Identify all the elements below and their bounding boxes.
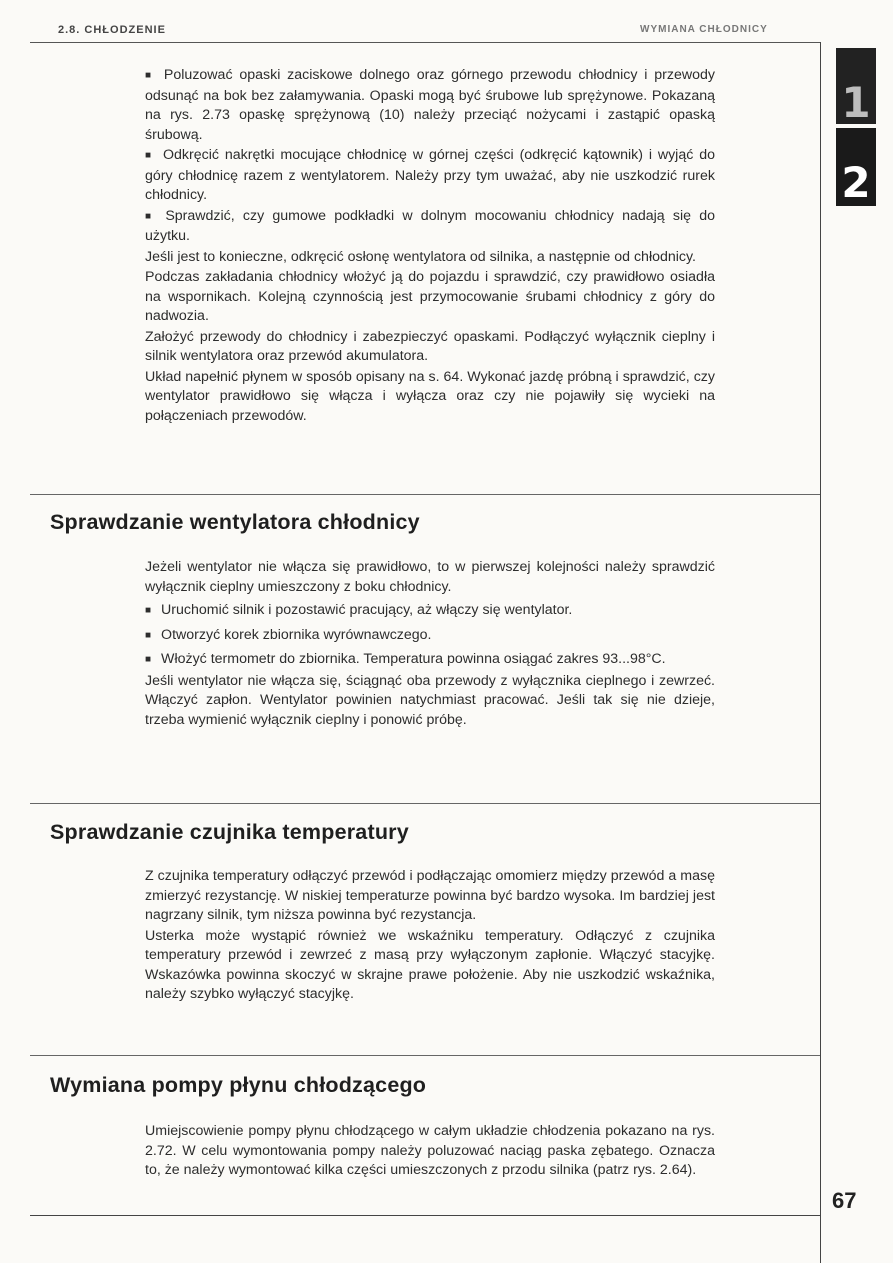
paragraph: ■ Otworzyć korek zbiornika wyrównawczego. xyxy=(145,626,715,647)
section-heading-sensor: Sprawdzanie czujnika temperatury xyxy=(50,820,409,844)
margin-rule xyxy=(820,42,821,1263)
section-heading-fan: Sprawdzanie wentylatora chłodnicy xyxy=(50,510,420,534)
paragraph: Usterka może wystąpić również we wskaźniku temperatury. Odłączyć z czujnika temperatury przewód i zewrzeć z masą przy wyłączonym zapłonie. Włączyć stacyjkę. Wskazówka powinna skoczyć w skrajne prawe położenie. Aby nie uszkodzić wskaźnika, należy szybko wyłączyć stacyjkę. xyxy=(145,927,715,1002)
chapter-tab-1: 1 xyxy=(836,48,876,124)
section-heading-pump: Wymiana pompy płynu chłodzącego xyxy=(50,1073,427,1097)
section-sensor-text xyxy=(145,867,715,1006)
paragraph: Jeśli jest to konieczne, odkręcić osłonę wentylatora od silnika, a następnie od chłodnicy. xyxy=(145,248,696,265)
paragraph: ■ Poluzować opaski zaciskowe dolnego oraz górnego przewodu chłodnicy i przewody odsunąć na bok bez załamywania. Opaski mogą być śrubowe lub sprężynowe. Pokazaną na rys. 2.73 opaskę sprężynową (10) należy przeciąć nożycami i zastąpić opaską śrubową. xyxy=(145,66,715,145)
section-fan-text xyxy=(145,558,715,731)
paragraph: Umiejscowienie pompy płynu chłodzącego w całym układzie chłodzenia pokazano na rys. 2.72. W celu wymontowania pompy należy poluzować naciąg paska zębatego. Oznacza to, że należy wymontować kilka części umieszczonych z przodu silnika (patrz rys. 2.64). xyxy=(145,1123,715,1178)
paragraph: ■ Włożyć termometr do zbiornika. Temperatura powinna osiągać zakres 93...98°C. xyxy=(145,650,715,671)
paragraph: Założyć przewody do chłodnicy i zabezpieczyć opaskami. Podłączyć wyłącznik cieplny i silnik wentylatora oraz przewód akumulatora. xyxy=(145,328,715,364)
paragraph: ■ Sprawdzić, czy gumowe podkładki w dolnym mocowaniu chłodnicy nadają się do użytku. xyxy=(145,207,715,247)
running-head-right: WYMIANA CHŁODNICY xyxy=(640,24,768,35)
intro-text xyxy=(145,66,715,427)
paragraph: Jeśli wentylator nie włącza się, ściągnąć oba przewody z wyłącznika cieplnego i zewrzeć. Włączyć zapłon. Wentylator powinien natychmiast pracować. Jeśli tak się nie dzieje, trzeba wymienić wyłącznik cieplny i ponowić próbę. xyxy=(145,672,715,728)
paragraph: Układ napełnić płynem w sposób opisany na s. 64. Wykonać jazdę próbną i sprawdzić, czy wentylator prawidłowo się włącza i wyłącza oraz czy nie pojawiły się wycieki na połączeniach przewodów. xyxy=(145,368,715,424)
paragraph: ■ Odkręcić nakrętki mocujące chłodnicę w górnej części (odkręcić kątownik) i wyjąć do góry chłodnicę razem z wentylatorem. Należy przy tym uważać, aby nie uszkodzić rurek chłodnicy. xyxy=(145,146,715,206)
section-divider xyxy=(30,1055,820,1056)
section-divider xyxy=(30,494,820,495)
paragraph: Jeżeli wentylator nie włącza się prawidłowo, to w pierwszej kolejności należy sprawdzić wyłącznik cieplny umieszczony z boku chłodnicy. xyxy=(145,559,715,595)
chapter-tab-2: 2 xyxy=(836,128,876,206)
header-rule xyxy=(30,42,820,43)
paragraph: Podczas zakładania chłodnicy włożyć ją do pojazdu i sprawdzić, czy prawidłowo osiadła na wspornikach. Kolejną czynnością jest przymocowanie śrubami chłodnicy z góry do nadwozia. xyxy=(145,269,715,324)
footer-rule xyxy=(30,1215,820,1216)
paragraph: ■ Uruchomić silnik i pozostawić pracujący, aż włączy się wentylator. xyxy=(145,601,715,622)
page-header xyxy=(0,0,820,46)
paragraph: Z czujnika temperatury odłączyć przewód i podłączając omomierz między przewód a masę zmierzyć rezystancję. W niskiej temperaturze powinna być bardzo wysoka. Im bardziej jest nagrzany silnik, tym niższa powinna być rezystancja. xyxy=(145,868,715,923)
running-head-left: 2.8. CHŁODZENIE xyxy=(58,24,166,36)
page-number: 67 xyxy=(832,1188,857,1213)
section-pump-text xyxy=(145,1122,715,1182)
section-divider xyxy=(30,803,820,804)
